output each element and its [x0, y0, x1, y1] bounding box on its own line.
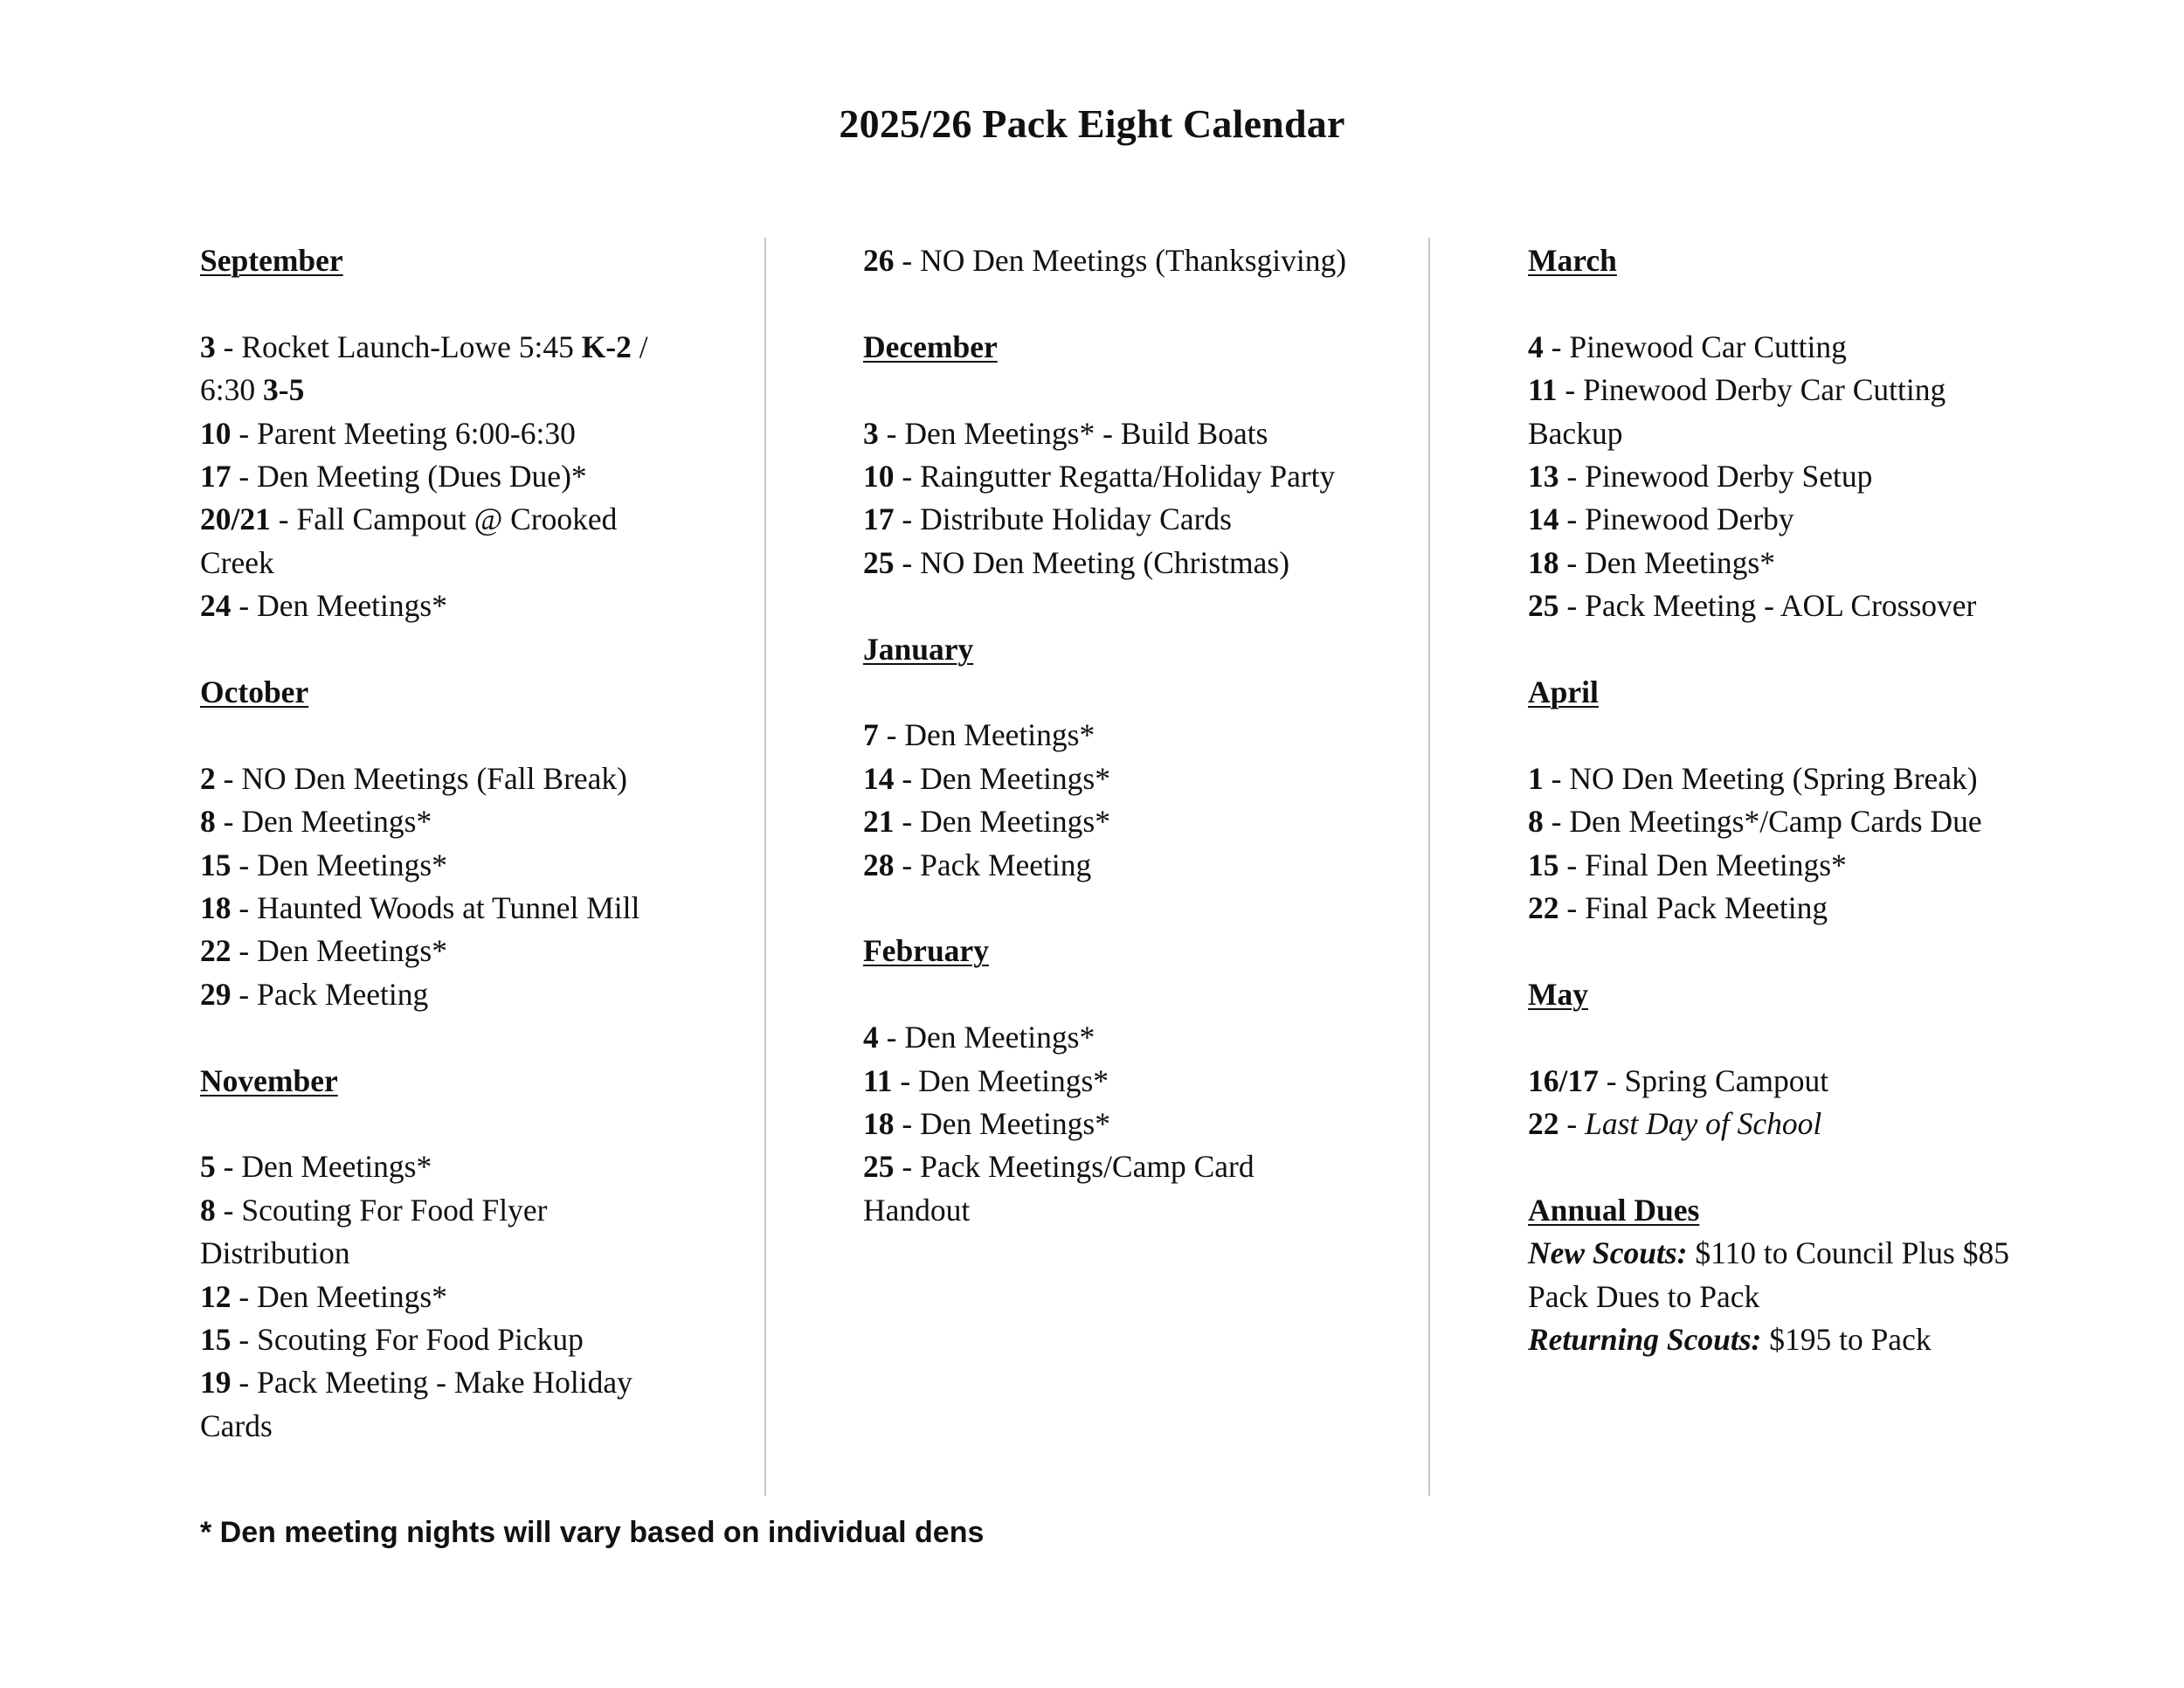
entry-text: - Scouting For Food Pickup [231, 1322, 584, 1358]
entry-text: - Den Meetings* [1559, 544, 1775, 580]
entry-text: / 6:30 [200, 329, 648, 408]
calendar-entry [1528, 542, 2017, 585]
entry-date: 3 [200, 329, 216, 364]
entry-date: 5 [200, 1149, 216, 1185]
entry-text: $195 to Pack [1761, 1322, 1932, 1358]
entry-date: 4 [1528, 329, 1544, 364]
entry-text: - Den Meetings* [231, 1278, 447, 1314]
entry-date: 4 [863, 1020, 879, 1055]
entry-date: 29 [200, 976, 232, 1012]
calendar-entry [863, 800, 1352, 843]
calendar-entry [200, 412, 689, 455]
entry-text: - Pack Meeting - AOL Crossover [1559, 588, 1977, 624]
calendar-entry [863, 542, 1352, 585]
calendar-entry [200, 326, 689, 412]
section-spacer [1528, 628, 2017, 671]
entry-text: - Pinewood Derby Setup [1559, 459, 1873, 495]
entry-date: 18 [863, 1106, 895, 1142]
calendar-entry [1528, 369, 2017, 455]
calendar-entry [1528, 844, 2017, 887]
entry-date: 17 [200, 459, 232, 495]
calendar-entry [200, 887, 689, 930]
heading-spacer [1528, 1016, 2017, 1059]
calendar-entry [200, 1276, 689, 1318]
section-spacer [863, 887, 1352, 930]
calendar-entry [863, 1060, 1352, 1103]
section-spacer [863, 585, 1352, 627]
entry-text: - Den Meetings* [894, 804, 1110, 840]
month-heading: April [1528, 675, 1599, 710]
entry-date: 26 [863, 243, 895, 278]
section-spacer [200, 628, 689, 671]
calendar-entry [863, 239, 1352, 282]
entry-date: 22 [1528, 890, 1559, 926]
calendar-column-3 [1528, 239, 2017, 1361]
calendar-entry [200, 585, 689, 627]
entry-text: - Den Meetings* [894, 760, 1110, 796]
heading-spacer [863, 369, 1352, 412]
calendar-column-2 [863, 239, 1352, 1232]
calendar-entry [1528, 498, 2017, 541]
calendar-entry [200, 1318, 689, 1361]
entry-text: - Spring Campout [1598, 1062, 1829, 1098]
page-title: 2025/26 Pack Eight Calendar [839, 101, 1345, 146]
heading-spacer [1528, 714, 2017, 757]
entry-text: - Den Meetings* [215, 1149, 432, 1185]
calendar-entry [200, 930, 689, 972]
month-heading: September [200, 243, 343, 278]
entry-text: - Pack Meeting [894, 847, 1092, 882]
entry-date: 8 [1528, 804, 1544, 840]
entry-text: - Parent Meeting 6:00-6:30 [231, 415, 576, 451]
entry-text: - Rocket Launch-Lowe 5:45 [215, 329, 582, 364]
entry-text: $110 to Council Plus $85 Pack Dues to Pack [1528, 1235, 2009, 1314]
entry-text: - Final Den Meetings* [1559, 847, 1847, 882]
month-heading: November [200, 1062, 338, 1098]
entry-text: - Raingutter Regatta/Holiday Party [894, 459, 1336, 494]
entry-text: - Pack Meeting - Make Holiday Cards [200, 1365, 632, 1443]
entry-date: 22 [200, 933, 232, 969]
entry-date: 12 [200, 1278, 232, 1314]
entry-date: 25 [863, 1149, 895, 1185]
calendar-entry [863, 844, 1352, 887]
entry-text: - Pinewood Car Cutting [1543, 329, 1847, 364]
entry-date: 13 [1528, 459, 1559, 495]
entry-date: 15 [200, 847, 232, 882]
calendar-entry [200, 455, 689, 498]
entry-date: 11 [1528, 372, 1558, 408]
calendar-entry [200, 1189, 689, 1276]
calendar-entry [863, 758, 1352, 800]
entry-text: - Final Pack Meeting [1559, 890, 1828, 926]
calendar-entry [1528, 585, 2017, 627]
entry-text: - Den Meetings* [894, 1106, 1110, 1142]
entry-date: 24 [200, 588, 232, 624]
calendar-entry [863, 714, 1352, 757]
entry-label: Returning Scouts: [1528, 1322, 1762, 1358]
calendar-entry [200, 498, 689, 585]
entry-text: - NO Den Meetings (Thanksgiving) [894, 243, 1347, 278]
entry-date: 2 [200, 760, 216, 796]
heading-spacer [863, 973, 1352, 1016]
heading-spacer [1528, 282, 2017, 325]
entry-text: - Den Meetings* [231, 933, 447, 969]
column-divider [1428, 238, 1430, 1496]
entry-text: - Den Meetings* [215, 804, 432, 840]
entry-date: 25 [1528, 588, 1559, 624]
entry-label: New Scouts: [1528, 1235, 1688, 1271]
calendar-entry [1528, 1060, 2017, 1103]
entry-text: - Pack Meeting [231, 976, 429, 1012]
entry-date: 14 [1528, 502, 1559, 537]
calendar-entry [863, 1103, 1352, 1145]
entry-date: K-2 [581, 329, 632, 364]
calendar-entry [863, 412, 1352, 455]
entry-date: 10 [863, 459, 895, 494]
entry-date: 11 [863, 1062, 893, 1098]
section-spacer [200, 1016, 689, 1059]
calendar-entry [1528, 326, 2017, 369]
entry-date: 18 [200, 890, 232, 926]
calendar-entry [1528, 887, 2017, 930]
entry-text: - NO Den Meeting (Christmas) [894, 544, 1290, 580]
calendar-entry [863, 498, 1352, 541]
month-heading: December [863, 329, 998, 364]
calendar-column-1 [200, 239, 689, 1448]
entry-text: - Den Meetings* - Build Boats [878, 415, 1268, 451]
entry-label-wrap [1528, 1235, 1687, 1270]
heading-spacer [863, 671, 1352, 714]
entry-date: 3-5 [263, 372, 305, 408]
calendar-entry [200, 758, 689, 800]
calendar-entry [1528, 800, 2017, 843]
entry-date: 8 [200, 1192, 216, 1228]
month-heading: Annual Dues [1528, 1192, 1700, 1228]
heading-spacer [200, 1103, 689, 1145]
section-spacer [1528, 1145, 2017, 1188]
entry-text: - Pack Meetings/Camp Card Handout [863, 1149, 1254, 1228]
heading-spacer [200, 282, 689, 325]
calendar-entry [200, 1361, 689, 1448]
calendar-entry [863, 1016, 1352, 1059]
entry-date: 1 [1528, 760, 1544, 796]
entry-label-wrap [1528, 1322, 1761, 1357]
entry-date: 22 [1528, 1106, 1559, 1142]
calendar-entry [200, 1145, 689, 1188]
calendar-entry [1528, 758, 2017, 800]
footnote: * Den meeting nights will vary based on individual dens [200, 1516, 985, 1549]
month-heading: January [863, 631, 974, 667]
section-spacer [863, 282, 1352, 325]
column-divider [764, 238, 766, 1496]
entry-date: 16/17 [1528, 1062, 1599, 1098]
month-heading: May [1528, 976, 1589, 1012]
entry-date: 28 [863, 847, 895, 882]
month-heading: February [863, 933, 989, 969]
entry-text: - Den Meetings* [892, 1062, 1109, 1098]
entry-text: - Scouting For Food Flyer Distribution [200, 1192, 548, 1271]
entry-date: 17 [863, 502, 895, 537]
month-heading: March [1528, 243, 1617, 278]
entry-text: - Den Meetings* [231, 847, 447, 882]
entry-date: 10 [200, 415, 232, 451]
entry-text: - Haunted Woods at Tunnel Mill [231, 890, 640, 926]
entry-text: Last Day of School [1585, 1106, 1822, 1142]
entry-text: - NO Den Meetings (Fall Break) [215, 760, 627, 796]
entry-date: 20/21 [200, 502, 271, 537]
calendar-entry [200, 844, 689, 887]
entry-text: - Pinewood Derby Car Cutting Backup [1528, 372, 1946, 451]
calendar-entry [1528, 1318, 2017, 1361]
entry-text: - Pinewood Derby [1559, 502, 1794, 537]
calendar-entry [200, 973, 689, 1016]
entry-text: - Den Meeting (Dues Due)* [231, 459, 587, 495]
entry-text: - [1559, 1106, 1586, 1142]
calendar-entry [1528, 1232, 2017, 1318]
entry-date: 19 [200, 1365, 232, 1401]
entry-text: - Distribute Holiday Cards [894, 502, 1232, 537]
entry-date: 18 [1528, 544, 1559, 580]
month-heading: October [200, 675, 309, 710]
calendar-entry [863, 455, 1352, 498]
entry-text: - Den Meetings*/Camp Cards Due [1543, 804, 1982, 840]
heading-spacer [200, 714, 689, 757]
calendar-entry [200, 800, 689, 843]
entry-date: 15 [1528, 847, 1559, 882]
section-spacer [1528, 930, 2017, 972]
calendar-entry [1528, 1103, 2017, 1145]
entry-date: 3 [863, 415, 879, 451]
entry-date: 21 [863, 804, 895, 840]
entry-date: 25 [863, 544, 895, 580]
entry-text: - Den Meetings* [878, 1020, 1095, 1055]
calendar-entry [863, 1145, 1352, 1232]
entry-text: - Den Meetings* [231, 588, 447, 624]
entry-date: 7 [863, 717, 879, 753]
entry-date: 14 [863, 760, 895, 796]
entry-text: - Den Meetings* [878, 717, 1095, 753]
entry-date: 8 [200, 804, 216, 840]
entry-text: - Fall Campout @ Crooked Creek [200, 502, 618, 580]
entry-date: 15 [200, 1322, 232, 1358]
calendar-entry [1528, 455, 2017, 498]
entry-text: - NO Den Meeting (Spring Break) [1543, 760, 1978, 796]
